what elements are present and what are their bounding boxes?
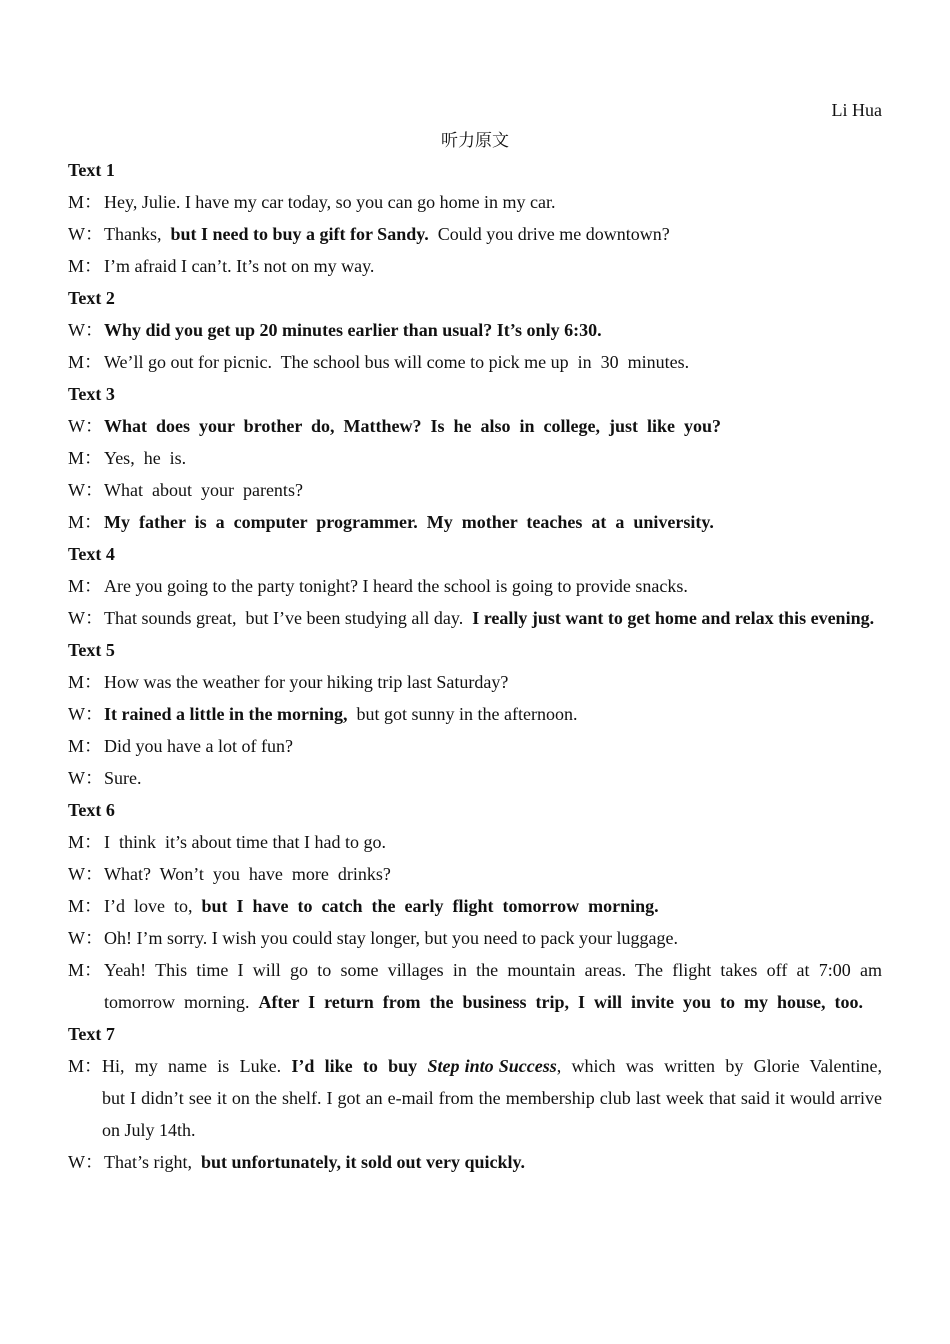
text-segment: but got sunny in the afternoon. (347, 704, 578, 724)
speaker-label: W： (68, 416, 103, 436)
dialogue-line (68, 218, 882, 250)
text-segment: I’m afraid I can’t. It’s not on my way. (104, 256, 375, 276)
dialogue-text (104, 698, 882, 730)
dialogue-line (68, 474, 882, 506)
dialogue-text (104, 762, 882, 794)
speaker-label: M： (68, 576, 103, 596)
text-segment: , which was written by Glorie Valentine, but I didn’t see it on the shelf. I got an e-mail from the membership club last week that said it would arrive on July 14th. (102, 1056, 891, 1140)
dialogue-text (104, 474, 882, 506)
speaker-label: M： (68, 448, 103, 468)
text-segment: Yes, he is. (104, 448, 187, 468)
dialogue-line (68, 314, 882, 346)
dialogue-line (68, 346, 882, 378)
dialogue-text (104, 218, 882, 250)
section-heading: Text 4 (68, 544, 115, 564)
dialogue-text (104, 826, 882, 858)
text-section (68, 282, 882, 378)
text-segment: Did you have a lot of fun? (104, 736, 293, 756)
text-section (68, 1018, 891, 1178)
dialogue-line (68, 442, 882, 474)
emphasized-text: What does your brother do, Matthew? Is he also in college, just like you? (104, 416, 722, 436)
emphasized-text: I’d like to buy (291, 1056, 428, 1076)
dialogue-line (68, 890, 882, 922)
text-segment: I think it’s about time that I had to go. (104, 832, 386, 852)
dialogue-text (104, 346, 882, 378)
text-section (68, 794, 891, 1018)
dialogue-text (104, 954, 891, 1018)
text-segment: Sure. (104, 768, 142, 788)
text-segment: Hey, Julie. I have my car today, so you can go home in my car. (104, 192, 556, 212)
section-heading: Text 1 (68, 160, 115, 180)
dialogue-text (104, 250, 882, 282)
text-segment: That sounds great, but I’ve been studying all day. (104, 608, 473, 628)
dialogue-line (68, 602, 882, 634)
emphasized-text: Step into Success (427, 1056, 557, 1076)
emphasized-text: It rained a little in the morning, (104, 704, 348, 724)
section-heading: Text 5 (68, 640, 115, 660)
dialogue-line (68, 922, 882, 954)
dialogue-text (104, 506, 882, 538)
text-section (68, 154, 882, 282)
author-name: Li Hua (831, 100, 882, 120)
section-heading: Text 3 (68, 384, 115, 404)
speaker-label: M： (68, 736, 103, 756)
section-heading: Text 2 (68, 288, 115, 308)
emphasized-text: After I return from the business trip, I will invite you to my house, too. (258, 992, 863, 1012)
text-segment: What about your parents? (104, 480, 303, 500)
speaker-label: W： (68, 928, 103, 948)
text-segment: Could you drive me downtown? (428, 224, 670, 244)
speaker-label: W： (68, 768, 103, 788)
dialogue-line (68, 1146, 882, 1178)
dialogue-line (68, 698, 882, 730)
dialogue-line (68, 730, 882, 762)
emphasized-text: but I have to catch the early flight tomorrow morning. (201, 896, 659, 916)
text-segment: We’ll go out for picnic. The school bus will come to pick me up in 30 minutes. (104, 352, 690, 372)
text-segment: Oh! I’m sorry. I wish you could stay longer, but you need to pack your luggage. (104, 928, 678, 948)
speaker-label: M： (68, 672, 103, 692)
speaker-label: M： (68, 512, 103, 532)
dialogue-text (104, 602, 882, 634)
text-section (68, 538, 882, 634)
speaker-label: M： (68, 960, 103, 980)
dialogue-text (104, 858, 882, 890)
dialogue-line (68, 858, 882, 890)
text-segment: Hi, my name is Luke. (102, 1056, 292, 1076)
speaker-label: W： (68, 320, 103, 340)
text-segment: That’s right, (104, 1152, 201, 1172)
section-heading: Text 6 (68, 800, 115, 820)
text-segment: How was the weather for your hiking trip last Saturday? (104, 672, 509, 692)
speaker-label: M： (68, 256, 103, 276)
speaker-label: W： (68, 608, 103, 628)
text-segment: What? Won’t you have more drinks? (104, 864, 391, 884)
dialogue-text (102, 1050, 891, 1146)
speaker-label: W： (68, 480, 103, 500)
dialogue-line (68, 506, 882, 538)
dialogue-text (104, 666, 882, 698)
speaker-label: M： (68, 896, 103, 916)
dialogue-line (68, 762, 882, 794)
speaker-label: W： (68, 704, 103, 724)
text-section (68, 634, 882, 794)
dialogue-line (68, 826, 882, 858)
text-segment: Are you going to the party tonight? I heard the school is going to provide snacks. (104, 576, 688, 596)
speaker-label: M： (68, 192, 103, 212)
dialogue-line (68, 570, 882, 602)
emphasized-text: Why did you get up 20 minutes earlier than usual? It’s only 6:30. (104, 320, 602, 340)
text-segment: Yeah! This time I will go to some villages in the mountain areas. The flight takes off at 7:00 am tomorrow morning. (104, 960, 891, 1012)
emphasized-text: I really just want to get home and relax this evening. (472, 608, 875, 628)
dialogue-line (68, 1050, 891, 1146)
dialogue-text (104, 410, 882, 442)
transcript-body (68, 154, 891, 1178)
dialogue-line (68, 954, 891, 1018)
speaker-label: W： (68, 864, 103, 884)
speaker-label: W： (68, 1152, 103, 1172)
section-heading: Text 7 (68, 1024, 115, 1044)
dialogue-line (68, 666, 882, 698)
dialogue-text (104, 1146, 882, 1178)
emphasized-text: but I need to buy a gift for Sandy. (170, 224, 429, 244)
dialogue-text (104, 922, 882, 954)
dialogue-line (68, 250, 882, 282)
dialogue-line (68, 410, 882, 442)
dialogue-text (104, 570, 882, 602)
text-segment: Thanks, (104, 224, 171, 244)
speaker-label: M： (68, 1056, 103, 1076)
dialogue-text (104, 442, 882, 474)
dialogue-text (104, 730, 882, 762)
dialogue-line (68, 186, 882, 218)
dialogue-text (104, 314, 882, 346)
emphasized-text: but unfortunately, it sold out very quickly. (201, 1152, 526, 1172)
speaker-label: W： (68, 224, 103, 244)
text-segment: I’d love to, (104, 896, 202, 916)
text-section (68, 378, 882, 538)
speaker-label: M： (68, 352, 103, 372)
page-title: 听力原文 (441, 131, 509, 151)
dialogue-text (104, 186, 882, 218)
emphasized-text: My father is a computer programmer. My mother teaches at a university. (104, 512, 714, 532)
speaker-label: M： (68, 832, 103, 852)
dialogue-text (104, 890, 882, 922)
